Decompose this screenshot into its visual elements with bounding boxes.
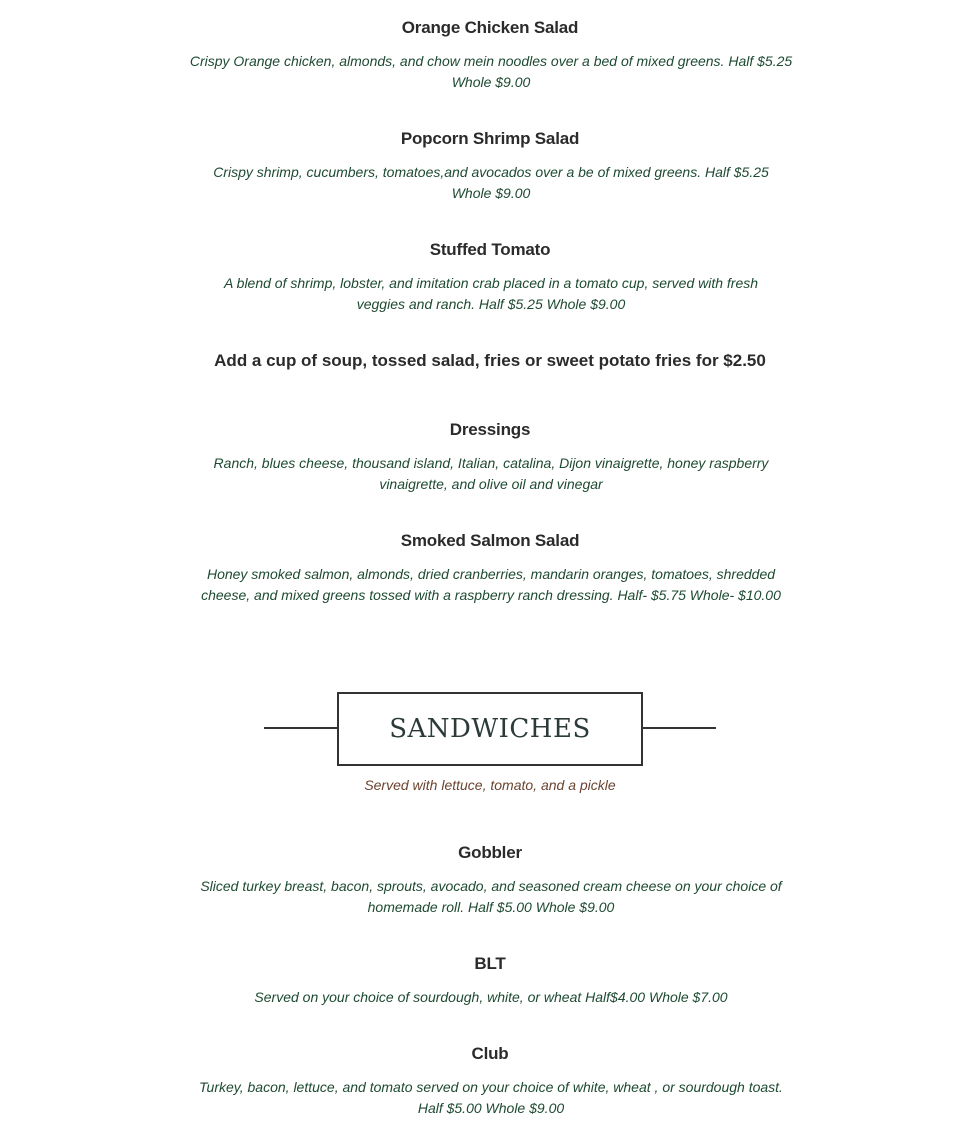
item-title-blt: BLT bbox=[474, 954, 506, 973]
header-rule-left bbox=[264, 727, 338, 729]
section-title-sandwiches: SANDWICHES bbox=[337, 692, 643, 766]
item-title-gobbler: Gobbler bbox=[458, 843, 522, 862]
item-title-dressings: Dressings bbox=[449, 420, 531, 439]
item-description-dressings: Ranch, blues cheese, thousand island, Italian, catalina, Dijon vinaigrette, honey raspberry vinaigrette, and olive oil and vinegar bbox=[213, 455, 769, 492]
item-description-stuffed-tomato: A blend of shrimp, lobster, and imitation crab placed in a tomato cup, served with fresh veggies and ranch. Half $5.25 Whole $9.00 bbox=[223, 275, 759, 312]
item-description-popcorn-shrimp-salad: Crispy shrimp, cucumbers, tomatoes,and avocados over a be of mixed greens. Half $5.25 Whole $9.00 bbox=[213, 164, 769, 201]
item-title-orange-chicken-salad: Orange Chicken Salad bbox=[401, 18, 579, 37]
item-title-club: Club bbox=[471, 1044, 509, 1063]
item-title-stuffed-tomato: Stuffed Tomato bbox=[429, 240, 551, 259]
addon-note: Add a cup of soup, tossed salad, fries or sweet potato fries for $2.50 bbox=[214, 351, 766, 370]
item-description-club: Turkey, bacon, lettuce, and tomato served on your choice of white, wheat , or sourdough toast. Half $5.00 Whole $9.00 bbox=[199, 1079, 783, 1116]
item-description-orange-chicken-salad: Crispy Orange chicken, almonds, and chow mein noodles over a bed of mixed greens. Half $5.25 Whole $9.00 bbox=[189, 53, 793, 90]
item-description-blt: Served on your choice of sourdough, white, or wheat Half$4.00 Whole $7.00 bbox=[254, 989, 728, 1005]
item-description-smoked-salmon-salad: Honey smoked salmon, almonds, dried cranberries, mandarin oranges, tomatoes, shredded cheese, and mixed greens tossed with a raspberry ranch dressing. Half- $5.75 Whole- $10.00 bbox=[201, 566, 781, 603]
section-header-sandwiches bbox=[264, 692, 716, 765]
item-title-smoked-salmon-salad: Smoked Salmon Salad bbox=[400, 531, 580, 550]
section-note-sandwiches: Served with lettuce, tomato, and a pickle bbox=[364, 777, 616, 793]
item-description-gobbler: Sliced turkey breast, bacon, sprouts, avocado, and seasoned cream cheese on your choice of homemade roll. Half $5.00 Whole $9.00 bbox=[200, 878, 782, 915]
header-rule-right bbox=[642, 727, 716, 729]
item-title-popcorn-shrimp-salad: Popcorn Shrimp Salad bbox=[400, 129, 580, 148]
